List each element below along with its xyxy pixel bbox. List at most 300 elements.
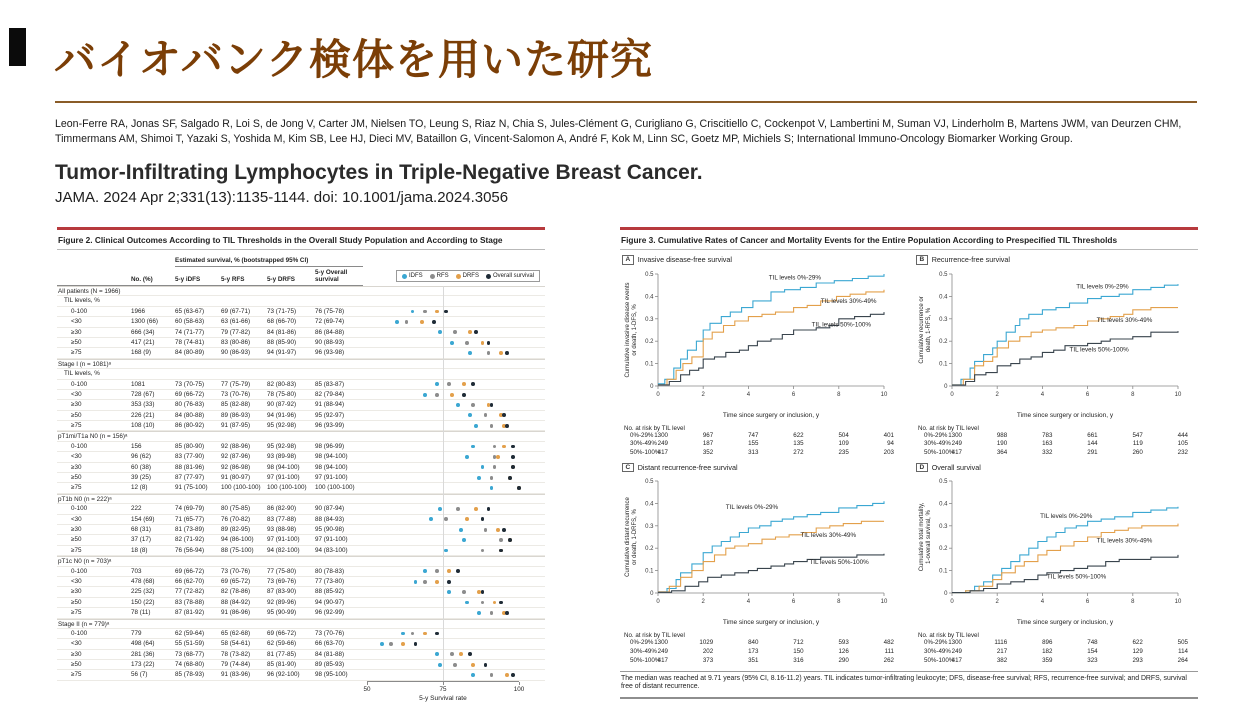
risk-value: 249	[951, 648, 962, 656]
risk-row-label: 30%-49%	[924, 440, 951, 448]
risk-value: 187	[702, 440, 714, 448]
cell-rfs: 83 (80-86)	[221, 338, 251, 346]
data-dot	[487, 507, 491, 511]
row-label: 0-100	[71, 629, 88, 637]
yaxis-title: Cumulative total mortality,	[919, 503, 925, 572]
table-row	[57, 556, 545, 566]
dot-strip	[363, 328, 523, 337]
table-row	[57, 567, 545, 577]
data-dot	[389, 642, 393, 646]
dot-strip	[363, 504, 523, 513]
risk-value: 262	[883, 656, 894, 664]
cell-os: 90 (88-93)	[315, 338, 345, 346]
cell-no: 156	[131, 442, 142, 450]
data-dot	[423, 580, 427, 584]
dot-strip	[363, 442, 523, 451]
header-idfs: 5-y iDFS	[175, 276, 201, 283]
cell-no: 225 (32)	[131, 588, 155, 596]
cell-drfs: 93 (89-98)	[267, 453, 297, 461]
table-row	[57, 421, 545, 431]
paper-citation: JAMA. 2024 Apr 2;331(13):1135-1144. doi: 10.1001/jama.2024.3056	[55, 189, 509, 206]
cell-os: 90 (87-94)	[315, 505, 345, 513]
cell-no: 39 (25)	[131, 474, 151, 482]
risk-value: 202	[702, 648, 714, 656]
cell-rfs: 65 (62-68)	[221, 629, 251, 637]
curve-label: TIL levels 50%-100%	[1046, 573, 1107, 581]
panel-letter: D	[916, 463, 928, 473]
risk-value: 444	[1177, 431, 1188, 439]
legend-dot-icon	[430, 274, 435, 279]
cell-os: 96 (93-98)	[315, 349, 345, 357]
data-dot	[481, 590, 485, 594]
data-dot	[499, 601, 503, 605]
row-label: ≥30	[71, 463, 82, 471]
cell-idfs: 87 (77-97)	[175, 474, 205, 482]
xaxis-title: Time since surgery or inclusion, y	[1016, 619, 1114, 627]
cell-drfs: 69 (66-72)	[267, 629, 297, 637]
figure3-title: Figure 3. Cumulative Rates of Cancer and Mortality Events for the Entire Population According to Prespecified TIL Thresholds	[620, 233, 1198, 250]
cell-drfs: 95 (92-98)	[267, 422, 297, 430]
risk-value: 323	[1087, 656, 1098, 664]
risk-value: 840	[748, 639, 759, 647]
cell-drfs: 98 (94-100)	[267, 463, 300, 471]
data-dot	[481, 601, 485, 605]
data-dot	[435, 569, 439, 573]
data-dot	[438, 663, 442, 667]
row-label: ≥30	[71, 401, 82, 409]
data-dot	[456, 507, 460, 511]
figure3-panels	[620, 250, 1198, 666]
header-os: 5-y Overall survival	[315, 269, 348, 283]
risk-row-label: 50%-100%	[630, 656, 661, 664]
svg-text:10: 10	[1174, 599, 1182, 606]
cell-rfs: 77 (75-79)	[221, 380, 251, 388]
data-dot	[490, 611, 494, 615]
risk-value: 94	[887, 440, 894, 448]
data-dot	[499, 351, 503, 355]
cell-drfs: 83 (77-88)	[267, 515, 297, 523]
table-row	[57, 546, 545, 556]
svg-text:6: 6	[791, 599, 796, 606]
data-dot	[471, 445, 475, 449]
cell-no: 1300 (66)	[131, 318, 158, 326]
data-dot	[490, 424, 494, 428]
data-dot	[477, 611, 481, 615]
figure2-table	[57, 286, 545, 681]
svg-text:2: 2	[701, 599, 705, 606]
data-dot	[432, 320, 436, 324]
cell-rfs: 88 (75-100)	[221, 546, 254, 554]
cell-idfs: 78 (74-81)	[175, 338, 205, 346]
cell-os: 85 (83-87)	[315, 380, 345, 388]
dot-strip	[363, 577, 523, 586]
cell-drfs: 78 (75-80)	[267, 390, 297, 398]
yaxis-title: or death, 1-DRFS, %	[632, 509, 638, 566]
cell-idfs: 85 (80-90)	[175, 442, 205, 450]
svg-text:10: 10	[880, 599, 888, 606]
curve-label: TIL levels 50%-100%	[809, 559, 869, 567]
row-label: 0-100	[71, 442, 88, 450]
risk-row-label: 0%-29%	[630, 639, 654, 647]
cell-os: 97 (91-100)	[315, 536, 348, 544]
risk-value: 896	[1042, 639, 1053, 647]
header-no: No. (%)	[131, 276, 153, 283]
svg-text:2: 2	[995, 599, 999, 606]
risk-table-header: No. at risk by TIL level	[918, 424, 979, 432]
row-group-label: Stage II (n = 779)ᵃ	[58, 620, 110, 628]
data-dot	[484, 413, 488, 417]
table-row	[57, 431, 545, 441]
cell-idfs: 74 (68-80)	[175, 661, 205, 669]
risk-value: 661	[1087, 431, 1098, 439]
slide-title: バイオバンク検体を用いた研究	[54, 36, 654, 83]
cell-rfs: 89 (86-93)	[221, 411, 251, 419]
data-dot	[447, 580, 451, 584]
table-row	[57, 307, 545, 317]
cell-drfs: 68 (66-70)	[267, 318, 297, 326]
data-dot	[423, 393, 427, 397]
data-dot	[468, 652, 472, 656]
svg-text:4: 4	[1040, 599, 1045, 606]
data-dot	[484, 528, 488, 532]
table-row	[57, 328, 545, 338]
risk-table-header: No. at risk by TIL level	[918, 632, 979, 640]
cell-rfs: 94 (86-100)	[221, 536, 254, 544]
tick-label-100: 100	[513, 685, 525, 693]
panel-letter: C	[622, 463, 634, 473]
data-dot	[505, 611, 509, 615]
risk-value: 150	[793, 648, 804, 656]
cell-idfs: 83 (77-90)	[175, 453, 205, 461]
data-dot	[456, 403, 460, 407]
risk-value: 332	[1042, 449, 1053, 457]
cell-rfs: 91 (83-96)	[221, 671, 251, 679]
dot-strip	[363, 535, 523, 544]
risk-value: 182	[1042, 648, 1053, 656]
data-dot	[493, 445, 497, 449]
dot-strip	[363, 421, 523, 430]
dot-strip	[363, 452, 523, 461]
curve-label: TIL levels 0%-29%	[1076, 283, 1129, 291]
row-label: ≥75	[71, 422, 82, 430]
table-row	[57, 660, 545, 670]
risk-value: 109	[838, 440, 849, 448]
curve-label: TIL levels 30%-49%	[820, 297, 877, 305]
risk-value: 967	[702, 431, 714, 439]
risk-table-header: No. at risk by TIL level	[624, 424, 685, 432]
svg-text:0.5: 0.5	[645, 479, 654, 486]
risk-value: 504	[838, 431, 849, 439]
cell-idfs: 84 (80-88)	[175, 411, 205, 419]
svg-text:2: 2	[701, 391, 705, 398]
risk-value: 712	[793, 639, 804, 647]
svg-text:6: 6	[1085, 391, 1090, 398]
risk-value: 622	[793, 431, 804, 439]
svg-text:8: 8	[837, 599, 841, 606]
data-dot	[505, 673, 509, 677]
cell-idfs: 74 (69-79)	[175, 505, 205, 513]
svg-text:4: 4	[746, 599, 751, 606]
cell-no: 703	[131, 567, 142, 575]
data-dot	[517, 486, 521, 490]
data-dot	[435, 652, 439, 656]
data-dot	[435, 382, 439, 386]
cell-idfs: 73 (70-75)	[175, 380, 205, 388]
panel-chart	[916, 473, 1188, 627]
risk-value: 364	[996, 449, 1008, 457]
dot-strip	[363, 411, 523, 420]
panel-title: Distant recurrence-free survival	[637, 463, 738, 473]
risk-row-label: 50%-100%	[630, 449, 661, 457]
row-label: ≥75	[71, 546, 82, 554]
cell-idfs: 88 (81-96)	[175, 463, 205, 471]
row-group-label: Stage I (n = 1081)ᵃ	[58, 360, 111, 368]
figure2-legend	[396, 270, 540, 282]
risk-value: 111	[884, 648, 894, 656]
data-dot	[411, 310, 415, 314]
data-dot	[511, 455, 515, 459]
row-group-label: TIL levels, %	[64, 297, 100, 305]
dot-strip	[363, 629, 523, 638]
data-dot	[474, 330, 478, 334]
table-row	[57, 369, 545, 379]
cell-idfs: 73 (68-77)	[175, 650, 205, 658]
risk-value: 290	[838, 656, 849, 664]
data-dot	[450, 393, 454, 397]
data-dot	[490, 403, 494, 407]
curve-label: TIL levels 0%-29%	[1040, 513, 1093, 521]
data-dot	[450, 341, 454, 345]
data-dot	[447, 590, 451, 594]
row-group-label: TIL levels, %	[64, 370, 100, 378]
risk-value: 293	[1132, 656, 1143, 664]
cell-rfs: 85 (82-88)	[221, 401, 251, 409]
risk-table	[622, 632, 900, 665]
dot-strip	[363, 473, 523, 482]
cell-rfs: 91 (80-97)	[221, 474, 251, 482]
cell-os: 82 (79-84)	[315, 390, 345, 398]
cell-no: 56 (7)	[131, 671, 148, 679]
cell-rfs: 69 (65-72)	[221, 577, 251, 585]
data-dot	[459, 652, 463, 656]
yaxis-title: or death, 1-DFS, %	[632, 303, 638, 356]
row-label: ≥50	[71, 338, 82, 346]
legend-dot-icon	[456, 274, 461, 279]
table-row	[57, 629, 545, 639]
risk-value: 264	[1177, 656, 1188, 664]
risk-value: 114	[1178, 648, 1188, 656]
data-dot	[493, 601, 497, 605]
risk-value: 291	[1087, 449, 1098, 457]
data-dot	[502, 413, 506, 417]
cell-idfs: 62 (59-64)	[175, 629, 205, 637]
risk-row	[916, 440, 1194, 449]
cell-os: 86 (84-88)	[315, 328, 345, 336]
data-dot	[481, 465, 485, 469]
yaxis-title: Cumulative recurrence or	[919, 295, 925, 364]
cell-drfs: 94 (91-96)	[267, 411, 297, 419]
svg-text:0.2: 0.2	[939, 546, 948, 553]
table-row	[57, 670, 545, 680]
data-dot	[429, 517, 433, 521]
risk-value: 126	[838, 648, 849, 656]
cell-drfs: 93 (88-98)	[267, 525, 297, 533]
dot-strip	[363, 670, 523, 679]
risk-value: 119	[1132, 440, 1143, 448]
table-row	[57, 411, 545, 421]
data-dot	[401, 642, 405, 646]
risk-table-header: No. at risk by TIL level	[624, 632, 685, 640]
cell-os: 97 (91-100)	[315, 474, 348, 482]
cell-no: 78 (11)	[131, 609, 151, 617]
svg-text:0.2: 0.2	[645, 338, 654, 345]
risk-value: 316	[793, 656, 804, 664]
cell-rfs: 63 (61-66)	[221, 318, 251, 326]
dot-strip	[363, 587, 523, 596]
cell-idfs: 84 (80-89)	[175, 349, 205, 357]
cell-drfs: 95 (92-98)	[267, 442, 297, 450]
dot-strip	[363, 515, 523, 524]
svg-text:6: 6	[1085, 599, 1090, 606]
risk-value: 1029	[699, 639, 714, 647]
cell-drfs: 81 (77-85)	[267, 650, 297, 658]
cell-drfs: 88 (85-90)	[267, 338, 297, 346]
cell-drfs: 100 (100-100)	[267, 484, 307, 492]
row-label: <30	[71, 453, 82, 461]
data-dot	[447, 382, 451, 386]
panel-letter: B	[916, 255, 928, 265]
legend-item	[456, 273, 479, 279]
xaxis-title: Time since surgery or inclusion, y	[1016, 411, 1114, 419]
figure3	[620, 227, 1198, 707]
data-dot	[435, 310, 439, 314]
cell-drfs: 90 (87-92)	[267, 401, 297, 409]
dot-strip	[363, 463, 523, 472]
risk-table	[916, 425, 1194, 458]
cell-drfs: 92 (89-96)	[267, 598, 297, 606]
row-label: <30	[71, 390, 82, 398]
dot-strip	[363, 598, 523, 607]
dot-strip	[363, 546, 523, 555]
row-group-label: pT1mi/T1a N0 (n = 156)ᵃ	[58, 433, 128, 441]
risk-row	[916, 432, 1194, 441]
risk-row	[622, 440, 900, 449]
cell-rfs: 73 (70-76)	[221, 567, 251, 575]
cell-os: 94 (83-100)	[315, 546, 348, 554]
panel-letter: A	[622, 255, 634, 265]
table-row	[57, 473, 545, 483]
table-row	[57, 483, 545, 493]
risk-table	[622, 425, 900, 458]
risk-value: 747	[748, 431, 759, 439]
cell-os: 88 (84-93)	[315, 515, 345, 523]
cell-no: 60 (38)	[131, 463, 151, 471]
svg-text:0.4: 0.4	[939, 293, 948, 300]
figure3-panel-c	[622, 463, 900, 666]
data-dot	[474, 424, 478, 428]
tick-mark	[367, 682, 368, 685]
data-dot	[481, 341, 485, 345]
cell-rfs: 90 (86-93)	[221, 349, 251, 357]
row-label: <30	[71, 318, 82, 326]
risk-value: 482	[883, 639, 894, 647]
table-row	[57, 598, 545, 608]
table-row	[57, 577, 545, 587]
risk-value: 249	[951, 440, 962, 448]
row-label: ≥30	[71, 525, 82, 533]
table-row	[57, 296, 545, 306]
cell-no: 12 (8)	[131, 484, 148, 492]
data-dot	[423, 569, 427, 573]
risk-row	[916, 648, 1194, 657]
row-label: ≥75	[71, 484, 82, 492]
cell-no: 281 (36)	[131, 650, 155, 658]
cell-idfs: 82 (71-92)	[175, 536, 205, 544]
cell-rfs: 69 (67-71)	[221, 307, 251, 315]
table-row	[57, 639, 545, 649]
panel-chart	[622, 473, 894, 627]
table-row	[57, 463, 545, 473]
row-label: 0-100	[71, 567, 88, 575]
data-dot	[438, 330, 442, 334]
cell-idfs: 65 (63-67)	[175, 307, 205, 315]
curve-label: TIL levels 30%-49%	[800, 532, 857, 540]
data-dot	[487, 351, 491, 355]
cell-no: 498 (64)	[131, 640, 155, 648]
data-dot	[468, 413, 472, 417]
svg-text:0.3: 0.3	[939, 316, 948, 323]
author-list	[55, 117, 1207, 146]
figure3-top-rule	[620, 227, 1198, 230]
svg-text:8: 8	[837, 391, 841, 398]
risk-value: 417	[657, 449, 668, 457]
panel-chart	[622, 266, 894, 420]
svg-text:10: 10	[880, 391, 888, 398]
risk-value: 1300	[948, 639, 962, 647]
dot-strip	[363, 483, 523, 492]
risk-value: 373	[702, 656, 714, 664]
dot-strip	[363, 608, 523, 617]
data-dot	[502, 445, 506, 449]
cell-rfs: 100 (100-100)	[221, 484, 261, 492]
svg-text:0.4: 0.4	[645, 293, 654, 300]
data-dot	[496, 455, 500, 459]
cell-rfs: 78 (73-82)	[221, 650, 251, 658]
risk-value: 351	[748, 656, 759, 664]
risk-value: 217	[996, 648, 1008, 656]
svg-text:0.1: 0.1	[645, 361, 654, 368]
survival-curve	[952, 331, 1178, 385]
title-underline	[55, 101, 1197, 103]
tick-label-50: 50	[363, 685, 371, 693]
cell-os: 95 (90-98)	[315, 525, 345, 533]
data-dot	[487, 341, 491, 345]
row-group-label: All patients (N = 1966)	[58, 288, 121, 295]
svg-text:0.1: 0.1	[939, 568, 948, 575]
row-label: ≥50	[71, 411, 82, 419]
risk-value: 417	[951, 656, 962, 664]
data-dot	[499, 538, 503, 542]
dot-strip	[363, 660, 523, 669]
risk-value: 382	[996, 656, 1008, 664]
tick-mark	[519, 682, 520, 685]
tick-mark	[443, 682, 444, 685]
dot-strip	[363, 307, 523, 316]
svg-text:0.5: 0.5	[939, 271, 948, 278]
cell-no: 96 (62)	[131, 453, 151, 461]
author-line-1: Leon-Ferre RA, Jonas SF, Salgado R, Loi S, de Jong V, Carter JM, Nielsen TO, Leung S, Riaz N, Chia S, Jules-Clément G, Curigliano G, Criscitiello C, Cockenpot V, Lambertini M, Suman VJ, Linderholm B, Martens JWM, van Deurzen CHM,	[55, 118, 1182, 130]
svg-text:0.2: 0.2	[645, 546, 654, 553]
